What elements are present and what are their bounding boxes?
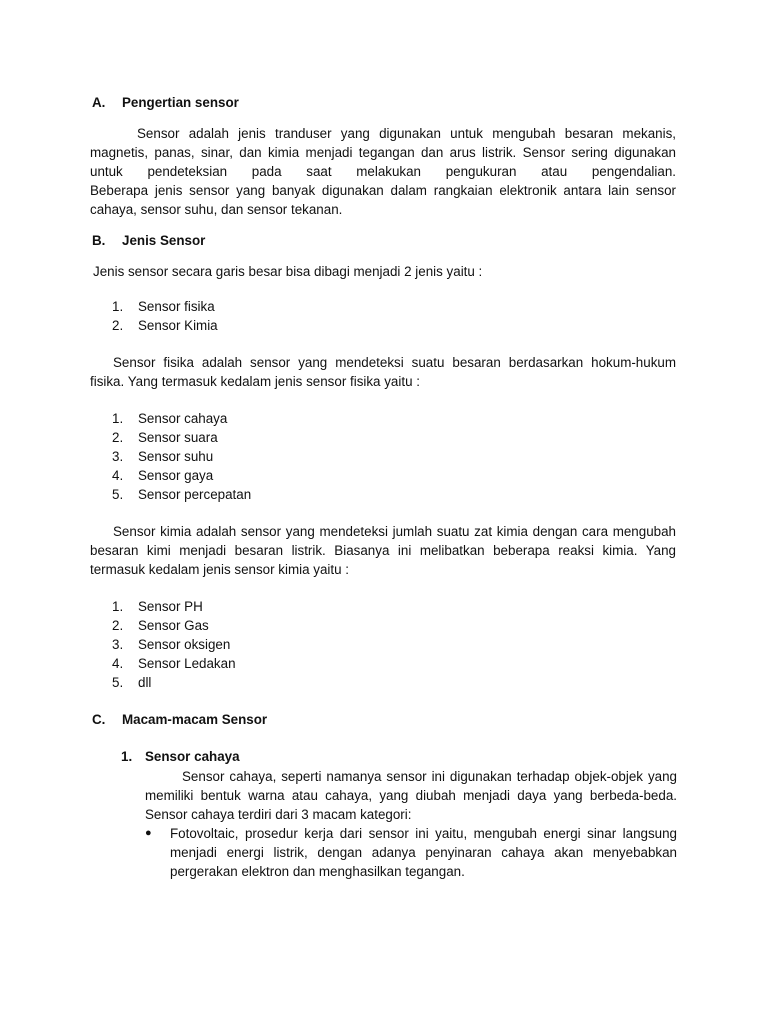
list-item: 1. Sensor fisika [112,299,215,314]
list-item: 4. Sensor Ledakan [112,656,236,671]
sensor-fisika-list [112,409,251,504]
section-a-label: A. [92,95,106,110]
sensor-cahaya-paragraph [145,767,677,824]
list-item: 2. Sensor Gas [112,618,209,633]
fotovoltaic-bullet [145,824,677,881]
list-item: 5. dll [112,675,152,690]
section-c-heading [92,710,267,729]
section-a-line-3: untuk pendeteksian pada saat melakukan pengukuran atau pengendalian. [90,164,676,179]
fisika-line-2: fisika. Yang termasuk kedalam jenis sensor fisika yaitu : [90,374,420,389]
list-item: 5. Sensor percepatan [112,487,252,502]
sensor-kimia-list [112,597,236,692]
section-a-line-2: magnetis, panas, sinar, dan kimia menjadi tegangan dan arus listrik. Sensor sering digunakan [90,145,676,160]
section-c-title: Macam-macam Sensor [122,712,268,727]
kimia-line-2: besaran kimi menjadi besaran listrik. Biasanya ini melibatkan beberapa reaksi kimia. Yang [90,543,676,558]
section-a-heading [92,93,239,112]
cahaya-line-1: Sensor cahaya, seperti namanya sensor ini digunakan terhadap objek-objek yang [182,769,677,784]
bullet-line-1: Fotovoltaic, prosedur kerja dari sensor ini yaitu, mengubah energi sinar langsung [170,826,677,841]
list-item: 4. Sensor gaya [112,468,214,483]
bullet-line-2: menjadi energi listrik, dengan adanya penyinaran cahaya akan menyebabkan [170,845,677,860]
sensor-types-list [112,297,218,335]
section-b-heading [92,231,205,250]
list-item: 1. Sensor cahaya [112,411,228,426]
list-item: 2. Sensor suara [112,430,218,445]
sensor-cahaya-heading [121,747,240,766]
section-b-intro: Jenis sensor secara garis besar bisa dibagi menjadi 2 jenis yaitu : [93,264,483,279]
section-a-line-1: Sensor adalah jenis tranduser yang digunakan untuk mengubah besaran mekanis, [137,126,676,141]
list-item: 3. Sensor suhu [112,449,214,464]
list-item: 1. Sensor PH [112,599,203,614]
section-c-label: C. [92,712,106,727]
section-a-line-5: cahaya, sensor suhu, dan sensor tekanan. [90,202,343,217]
section-b-title: Jenis Sensor [122,233,206,248]
section-a-title: Pengertian sensor [122,95,239,110]
list-item: 3. Sensor oksigen [112,637,231,652]
cahaya-line-3: Sensor cahaya terdiri dari 3 macam kategori: [145,807,412,822]
sensor-fisika-paragraph [90,353,676,391]
cahaya-line-2: memiliki bentuk warna atau cahaya, yang diubah menjadi daya yang berbeda-beda. [145,788,677,803]
sensor-cahaya-title: Sensor cahaya [145,749,240,764]
sensor-kimia-paragraph [90,522,676,579]
sensor-cahaya-number: 1. [121,749,133,764]
kimia-line-1: Sensor kimia adalah sensor yang mendeteksi jumlah suatu zat kimia dengan cara mengubah [113,524,676,539]
bullet-line-3: pergerakan elektron dan menghasilkan tegangan. [170,864,465,879]
section-b-label: B. [92,233,106,248]
list-item: 2. Sensor Kimia [112,318,218,333]
bullet-icon: ● [145,827,152,839]
fisika-line-1: Sensor fisika adalah sensor yang mendeteksi suatu besaran berdasarkan hokum-hukum [113,355,676,370]
section-a-line-4: Beberapa jenis sensor yang banyak digunakan dalam rangkaian elektronik antara lain sensor [90,183,676,198]
section-a-paragraph [90,124,676,219]
kimia-line-3: termasuk kedalam jenis sensor kimia yaitu : [90,562,349,577]
